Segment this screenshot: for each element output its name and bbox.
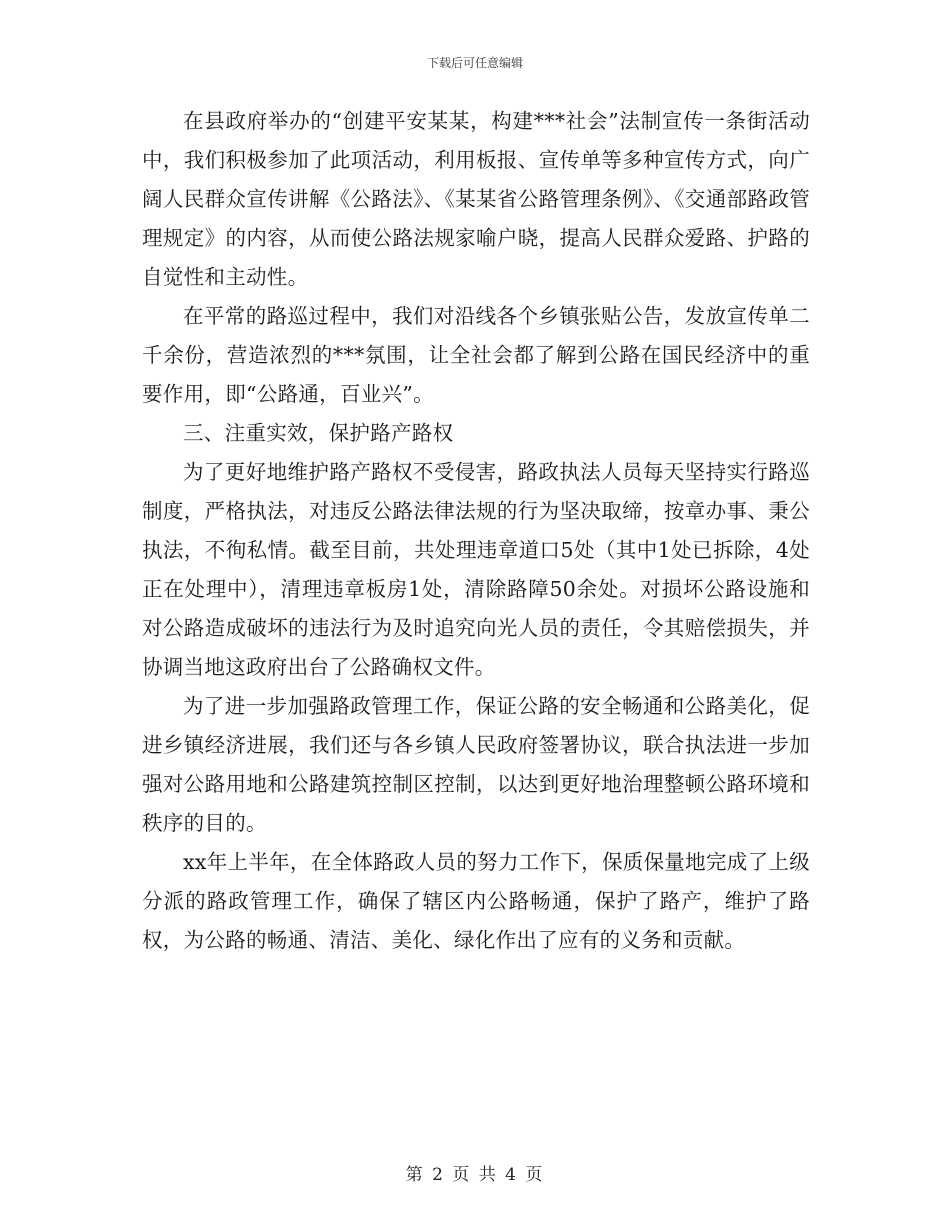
paragraph-5: xx年上半年，在全体路政人员的努力工作下，保质保量地完成了上级分派的路政管理工作，确保了辖区内公路畅通，保护了路产，维护了路权，为公路的畅通、清洁、美化、绿化作出了应有的义务和贡献。 [142,850,810,952]
paragraph-1: 在县政府举办的“创建平安某某，构建***社会”法制宣传一条街活动中，我们积极参加了此项活动，利用板报、宣传单等多种宣传方式，向广阔人民群众宣传讲解《公路法》、《某某省公路管理条例》、《交通部路政管理规定》的内容，从而使公路法规家喻户晓，提高人民群众爱路、护路的自觉性和主动性。 [142,109,810,289]
document-body [142,102,810,960]
page-number: 第 2 页 共 4 页 [405,1165,545,1185]
page-header: 下载后可任意编辑 [426,56,523,70]
section-heading: 三、注重实效，保护路产路权 [183,421,454,445]
paragraph-4: 为了进一步加强路政管理工作，保证公路的安全畅通和公路美化，促进乡镇经济进展，我们还与各乡镇人民政府签署协议，联合执法进一步加强对公路用地和公路建筑控制区控制，以达到更好地治理整顿公路环境和秩序的目的。 [142,694,810,835]
paragraph-3: 为了更好地维护路产路权不受侵害，路政执法人员每天坚持实行路巡制度，严格执法，对违反公路法律法规的行为坚决取缔，按章办事、秉公执法，不徇私情。截至目前，共处理违章道口5处（其中1处已拆除，4处正在处理中），清理违章板房1处，清除路障50余处。对损坏公路设施和对公路造成破坏的违法行为及时追究向光人员的责任，令其赔偿损失，并协调当地这政府出台了公路确权文件。 [142,460,810,679]
paragraph-2: 在平常的路巡过程中，我们对沿线各个乡镇张贴公告，发放宣传单二千余份，营造浓烈的***氛围，让全社会都了解到公路在国民经济中的重要作用，即“公路通，百业兴”。 [142,304,810,406]
